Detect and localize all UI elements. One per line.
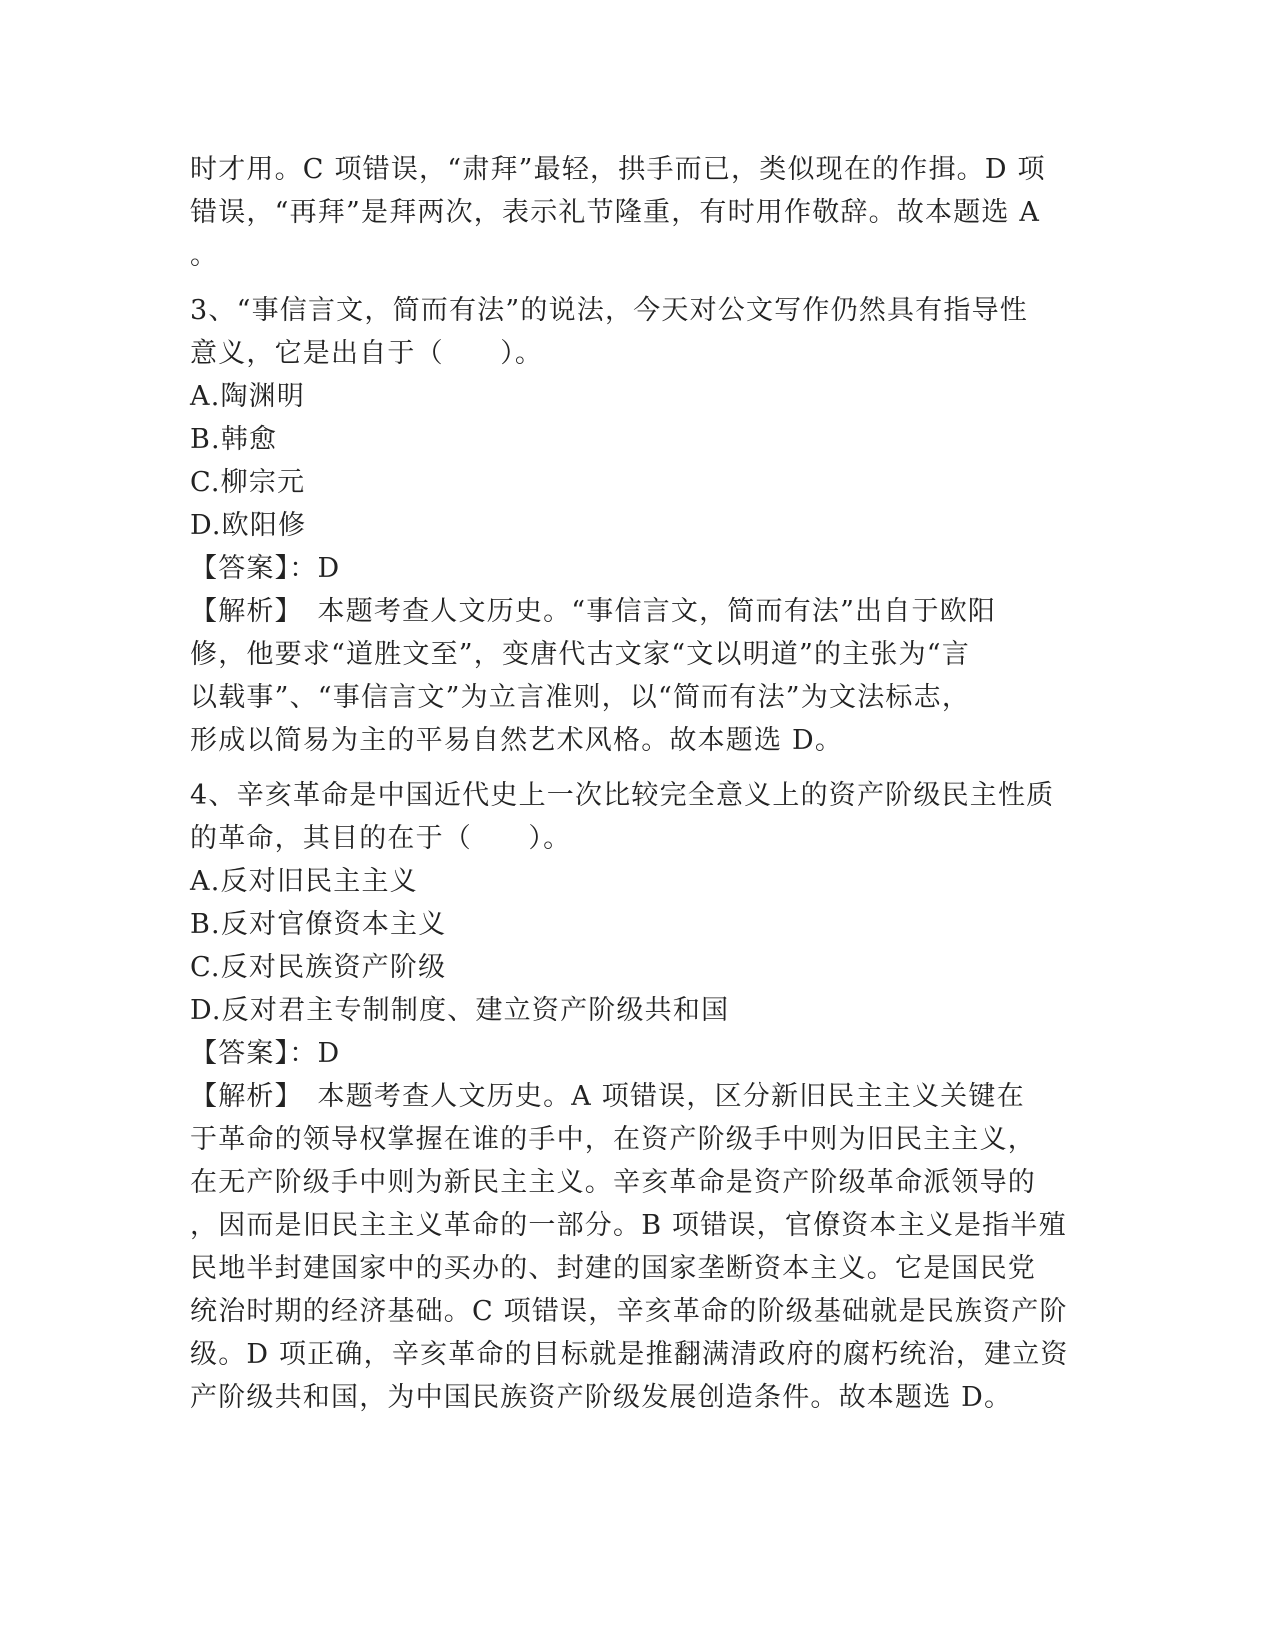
analysis-line: 【解析】 本题考查人文历史。“事信言文，简而有法”出自于欧阳 (190, 596, 997, 627)
analysis-line: 在无产阶级手中则为新民主主义。辛亥革命是资产阶级革命派领导的 (190, 1167, 1036, 1198)
analysis-line: 产阶级共和国，为中国民族资产阶级发展创造条件。故本题选 D。 (190, 1382, 1013, 1413)
question-stem-line: 的革命，其目的在于（ ）。 (190, 823, 572, 854)
question-stem-line: 意义，它是出自于（ ）。 (190, 338, 544, 369)
analysis-line: 【解析】 本题考查人文历史。A 项错误，区分新旧民主主义关键在 (190, 1081, 1025, 1112)
text-line: 错误，“再拜”是拜两次，表示礼节隆重，有时用作敬辞。故本题选 A (190, 197, 1041, 228)
question-stem-line: 3、“事信言文，简而有法”的说法，今天对公文写作仍然具有指导性 (190, 295, 1028, 326)
analysis-line: 统治时期的经济基础。C 项错误，辛亥革命的阶级基础就是民族资产阶 (190, 1296, 1068, 1327)
option-b: B.反对官僚资本主义 (190, 909, 447, 940)
question-stem-line: 4、辛亥革命是中国近代史上一次比较完全意义上的资产阶级民主性质 (190, 780, 1055, 811)
analysis-line: 民地半封建国家中的买办的、封建的国家垄断资本主义。它是国民党 (190, 1253, 1036, 1284)
option-a: A.反对旧民主主义 (190, 866, 418, 897)
analysis-line: 以载事”、“事信言文”为立言准则，以“简而有法”为文法标志， (190, 682, 971, 713)
previous-analysis-continuation (190, 148, 1090, 277)
analysis-line: 于革命的领导权掌握在谁的手中，在资产阶级手中则为旧民主主义， (190, 1124, 1036, 1155)
option-d: D.反对君主专制制度、建立资产阶级共和国 (190, 995, 730, 1026)
option-c: C.反对民族资产阶级 (190, 952, 447, 983)
analysis-line: 形成以简易为主的平易自然艺术风格。故本题选 D。 (190, 725, 844, 756)
analysis-line: ，因而是旧民主主义革命的一部分。B 项错误，官僚资本主义是指半殖 (190, 1210, 1067, 1241)
option-a: A.陶渊明 (190, 381, 306, 412)
text-line: 。 (190, 240, 219, 271)
option-c: C.柳宗元 (190, 467, 306, 498)
text-line: 时才用。C 项错误，“肃拜”最轻，拱手而已，类似现在的作揖。D 项 (190, 154, 1046, 185)
document-body (190, 148, 1090, 1419)
answer-line: 【答案】：D (190, 553, 341, 584)
answer-line: 【答案】：D (190, 1038, 341, 1069)
question-3 (190, 289, 1090, 762)
option-b: B.韩愈 (190, 424, 278, 455)
analysis-line: 级。D 项正确，辛亥革命的目标就是推翻满清政府的腐朽统治，建立资 (190, 1339, 1069, 1370)
question-4 (190, 774, 1090, 1419)
option-d: D.欧阳修 (190, 510, 307, 541)
analysis-line: 修，他要求“道胜文至”，变唐代古文家“文以明道”的主张为“言 (190, 639, 971, 670)
